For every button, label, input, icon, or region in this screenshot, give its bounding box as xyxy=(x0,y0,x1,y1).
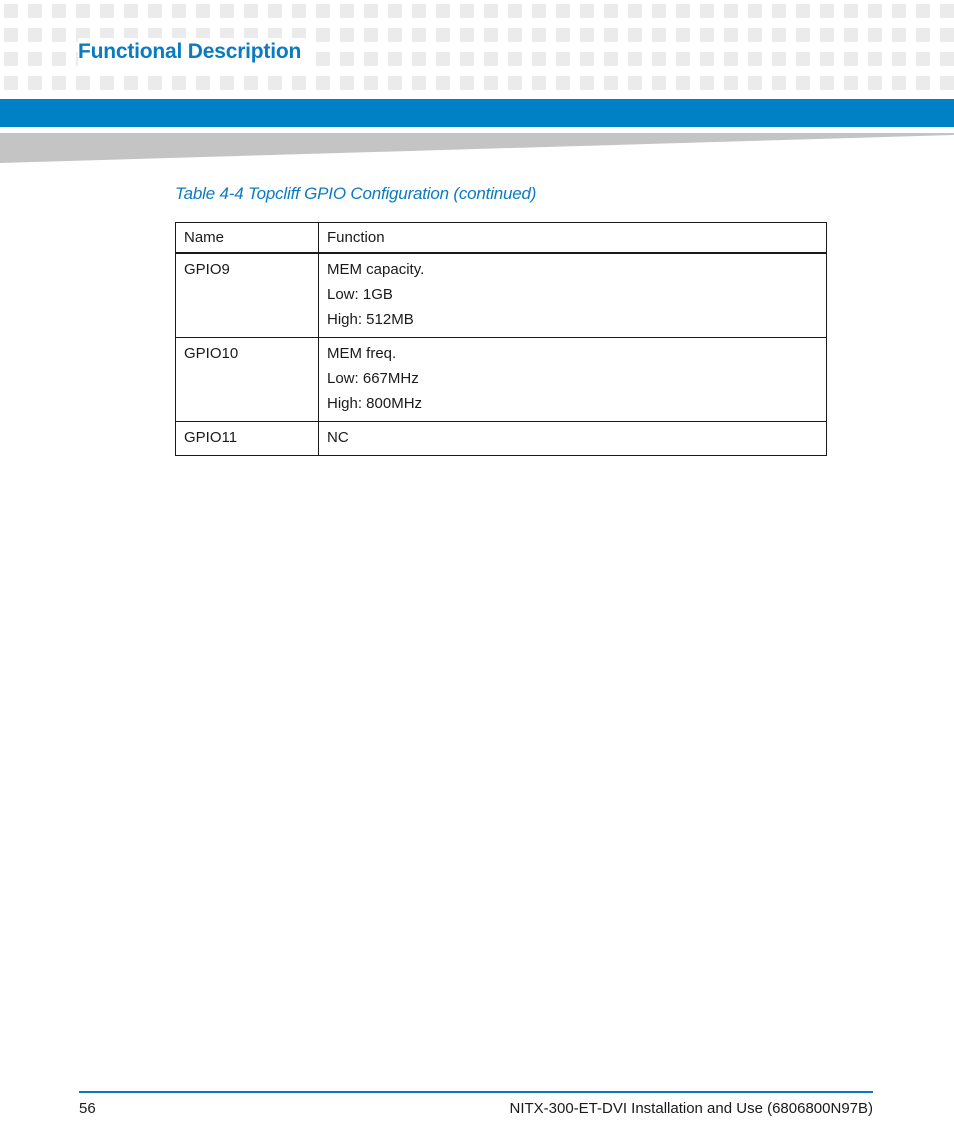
page-number: 56 xyxy=(79,1100,96,1117)
table-caption: Table 4-4 Topcliff GPIO Configuration (continued) xyxy=(175,184,537,203)
function-line: MEM capacity. xyxy=(327,261,425,278)
footer-rule xyxy=(79,1091,873,1093)
gpio-name: GPIO10 xyxy=(184,345,239,362)
gpio-function-cell xyxy=(319,422,827,456)
gpio-name-cell xyxy=(176,338,319,422)
header-grey-wedge xyxy=(0,127,954,165)
header-blue-band xyxy=(0,99,954,127)
gpio-name-cell xyxy=(176,422,319,456)
table-row xyxy=(176,253,827,338)
table-row xyxy=(176,338,827,422)
document-title: NITX-300-ET-DVI Installation and Use (6806800N97B) xyxy=(509,1100,873,1117)
function-line: High: 512MB xyxy=(327,311,414,328)
function-line: NC xyxy=(327,429,349,446)
gpio-function-cell xyxy=(319,253,827,338)
column-header-function: Function xyxy=(319,223,827,254)
function-line: Low: 667MHz xyxy=(327,370,419,387)
column-header-name: Name xyxy=(176,223,319,254)
gpio-name: GPIO9 xyxy=(184,261,230,278)
gpio-name-cell xyxy=(176,253,319,338)
table-header-row xyxy=(176,223,827,254)
function-line: Low: 1GB xyxy=(327,286,393,303)
page-section-title: Functional Description xyxy=(78,38,307,66)
table-row xyxy=(176,422,827,456)
function-line: High: 800MHz xyxy=(327,395,423,412)
gpio-function-cell xyxy=(319,338,827,422)
function-line: MEM freq. xyxy=(327,345,397,362)
gpio-configuration-table xyxy=(175,222,827,456)
gpio-name: GPIO11 xyxy=(184,429,238,446)
